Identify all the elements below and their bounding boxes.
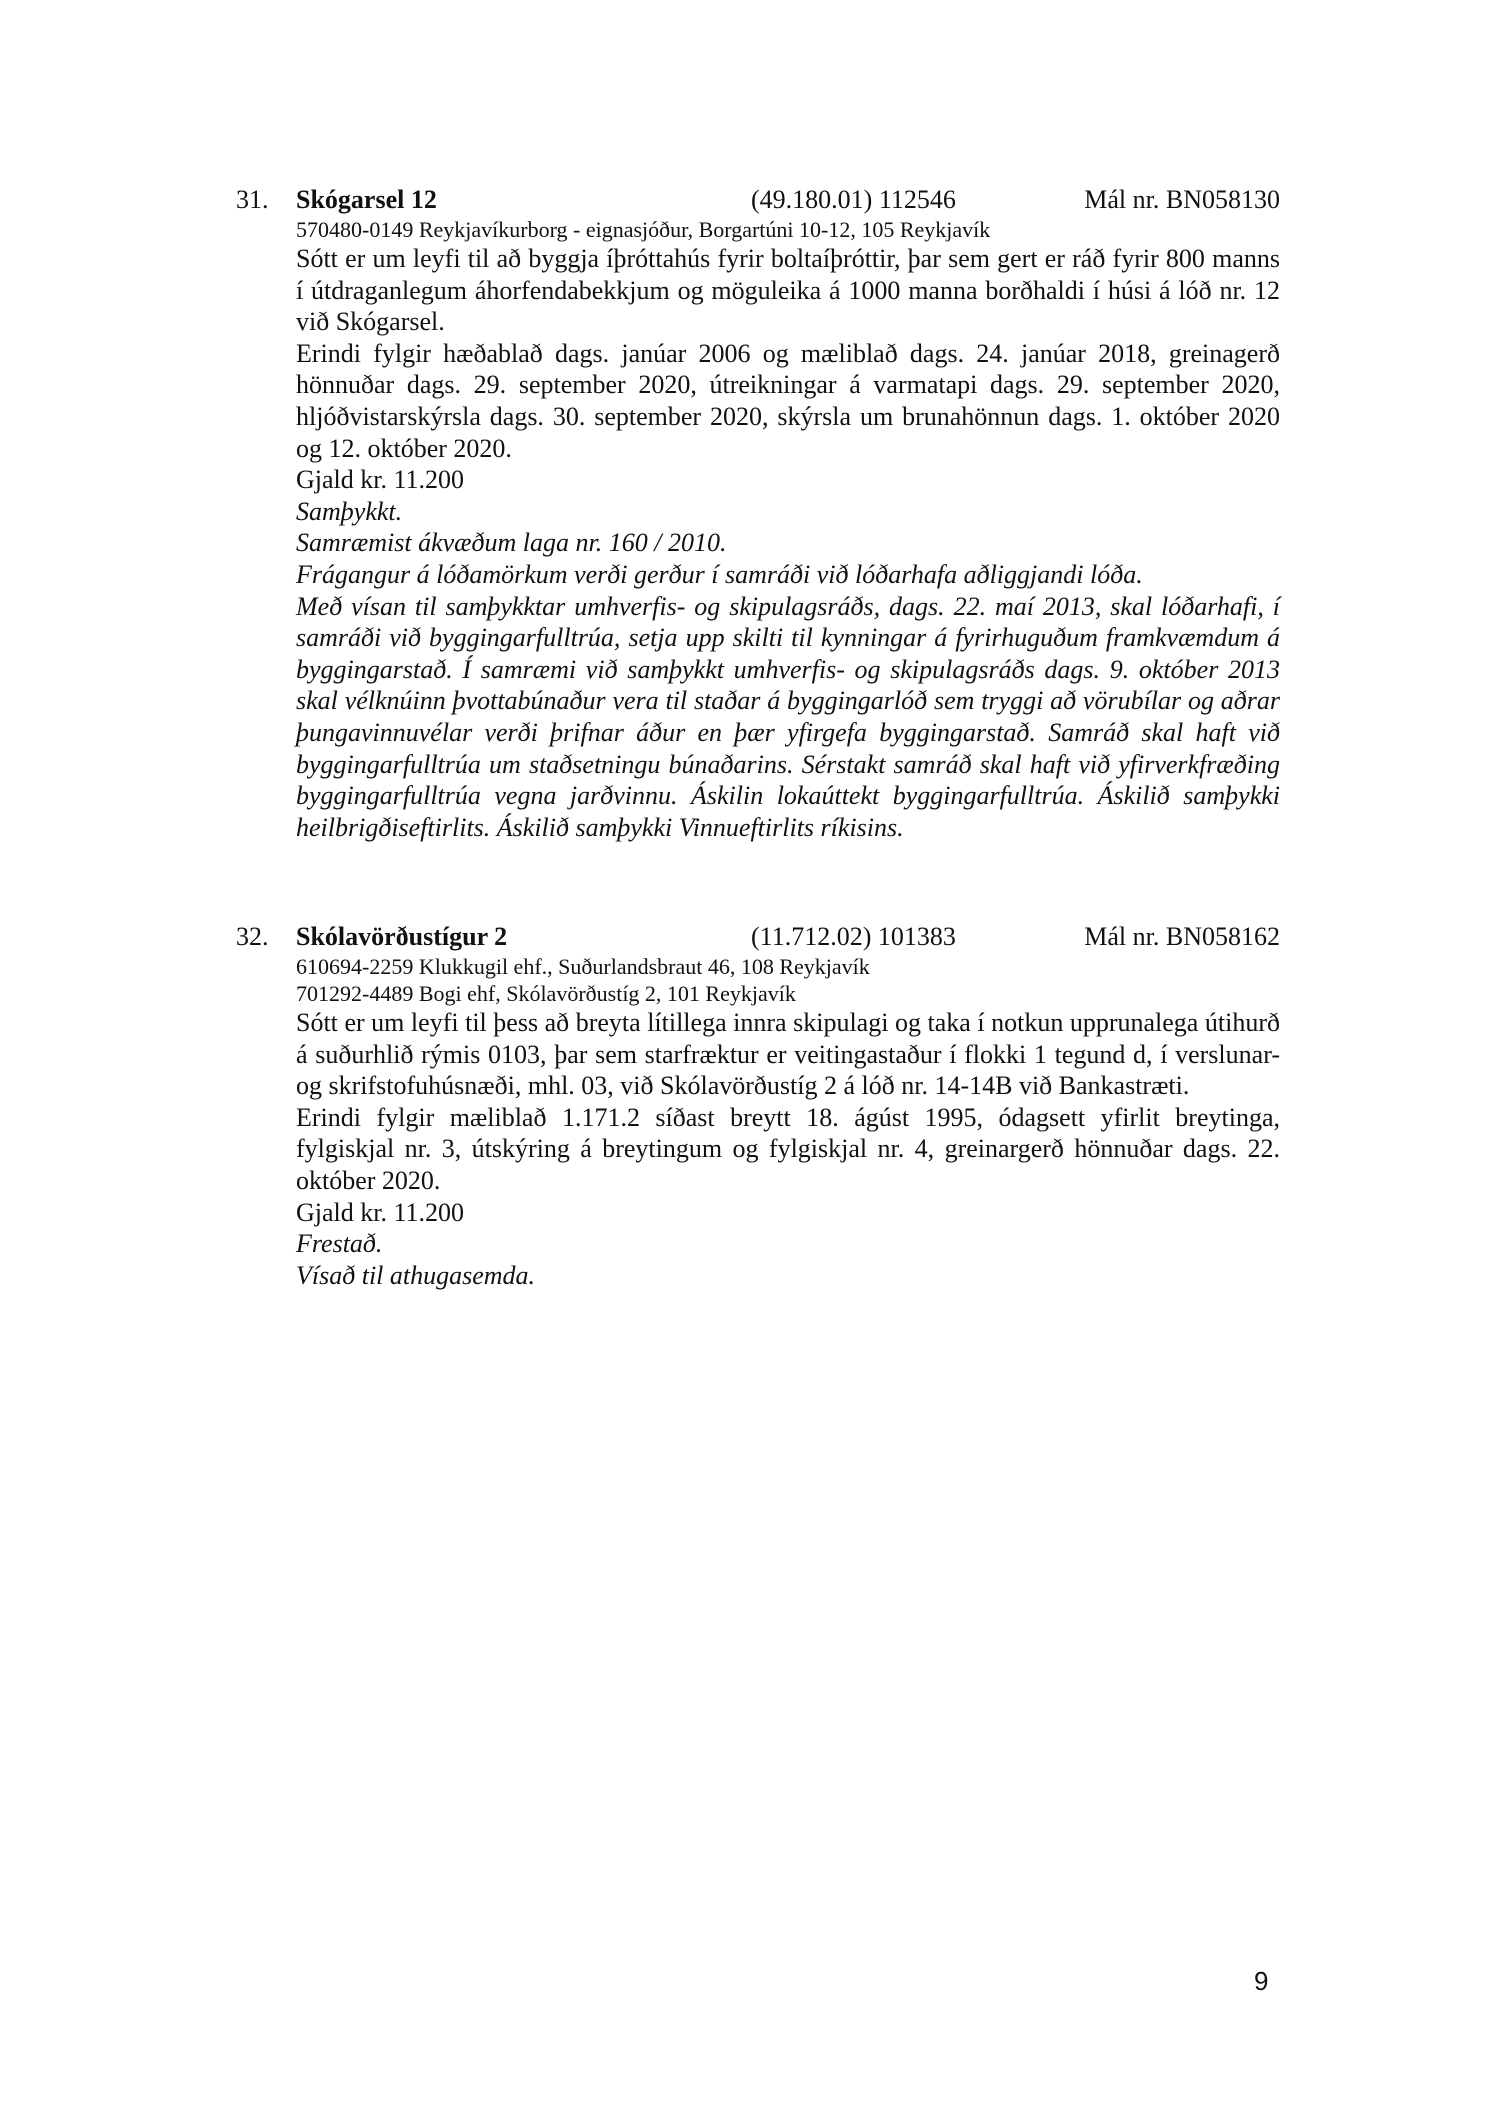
application-description: Sótt er um leyfi til að byggja íþróttahús fyrir boltaíþróttir, þar sem gert er ráð fyrir 800 manns í útdraganlegum áhorfendabekkjum og möguleika á 1000 manna borðhaldi í húsi á lóð nr. 12 við Skógarsel.	[296, 244, 1280, 337]
item-title: Skólavörðustígur 2	[296, 922, 508, 951]
agenda-item-32	[236, 920, 1280, 1291]
fee: Gjald kr. 11.200	[296, 465, 465, 495]
attachments-text: Erindi fylgir mæliblað 1.171.2 síðast breytt 18. ágúst 1995, ódagsett yfirlit breytinga, fylgiskjal nr. 3, útskýring á breytingum og fylgiskjal nr. 4, greinargerð hönnuðar dags. 22. október 2020.	[296, 1102, 1280, 1195]
case-number: Mál nr. BN058130	[1084, 185, 1280, 214]
decision: Frestað.	[296, 1229, 383, 1259]
item-header	[236, 183, 1280, 216]
application-description: Sótt er um leyfi til þess að breyta lítillega innra skipulagi og taka í notkun upprunalega útihurð á suðurhlið rýmis 0103, þar sem starfræktur er veitingastaður í flokki 1 tegund d, í verslunar- og skrifstofuhúsnæði, mhl. 03, við Skólavörðustíg 2 á lóð nr. 14-14B við Bankastræti.	[296, 1008, 1280, 1101]
condition-boundaries: Frágangur á lóðamörkum verði gerður í samráði við lóðarhafa aðliggjandi lóða.	[296, 559, 1143, 589]
item-number: 32.	[236, 922, 269, 951]
condition-general: Með vísan til samþykktar umhverfis- og skipulagsráðs, dags. 22. maí 2013, skal lóðarhafi, í samráði við byggingarfulltrúa, setja upp skilti til kynningar á fyrirhuguðum framkvæmdum á byggingarstað. Í samræmi við samþykkt umhverfis- og skipulagsráðs dags. 9. október 2013 skal vélknúinn þvottabúnaður vera til staðar á byggingarlóð sem tryggi að vörubílar og aðrar þungavinnuvélar verði þrifnar áður en þær yfirgefa byggingarstað. Samráð skal haft við byggingarfulltrúa um staðsetningu búnaðarins. Sérstakt samráð skal haft við yfirverkfræðing byggingarfulltrúa vegna jarðvinnu. Áskilin lokaúttekt byggingarfulltrúa. Áskilið samþykki heilbrigðiseftirlits. Áskilið samþykki Vinnueftirlits ríkisins.	[296, 591, 1280, 842]
decision: Samþykkt.	[296, 496, 403, 526]
applicant: 610694-2259 Klukkugil ehf., Suðurlandsbraut 46, 108 Reykjavík	[296, 954, 870, 979]
item-title: Skógarsel 12	[296, 185, 437, 214]
item-body	[296, 216, 1280, 843]
item-header	[236, 920, 1280, 953]
case-number: Mál nr. BN058162	[1084, 922, 1280, 951]
land-registry-code: (49.180.01) 112546	[751, 185, 956, 214]
applicant: 701292-4489 Bogi ehf, Skólavörðustíg 2, 101 Reykjavík	[296, 981, 796, 1006]
item-body	[296, 953, 1280, 1291]
land-registry-code: (11.712.02) 101383	[751, 922, 956, 951]
attachments-text: Erindi fylgir hæðablað dags. janúar 2006 og mæliblað dags. 24. janúar 2018, greinagerð hönnuðar dags. 29. september 2020, útreikningar á varmatapi dags. 29. september 2020, hljóðvistarskýrsla dags. 30. september 2020, skýrsla um brunahönnun dags. 1. október 2020 og 12. október 2020.	[296, 338, 1280, 463]
agenda-item-31	[236, 183, 1280, 843]
condition-remarks: Vísað til athugasemda.	[296, 1260, 536, 1290]
condition-law: Samræmist ákvæðum laga nr. 160 / 2010.	[296, 528, 727, 558]
item-number: 31.	[236, 185, 269, 214]
page-number: 9	[1254, 1966, 1269, 1996]
applicant: 570480-0149 Reykjavíkurborg - eignasjóður, Borgartúni 10-12, 105 Reykjavík	[296, 217, 991, 242]
fee: Gjald kr. 11.200	[296, 1197, 465, 1227]
